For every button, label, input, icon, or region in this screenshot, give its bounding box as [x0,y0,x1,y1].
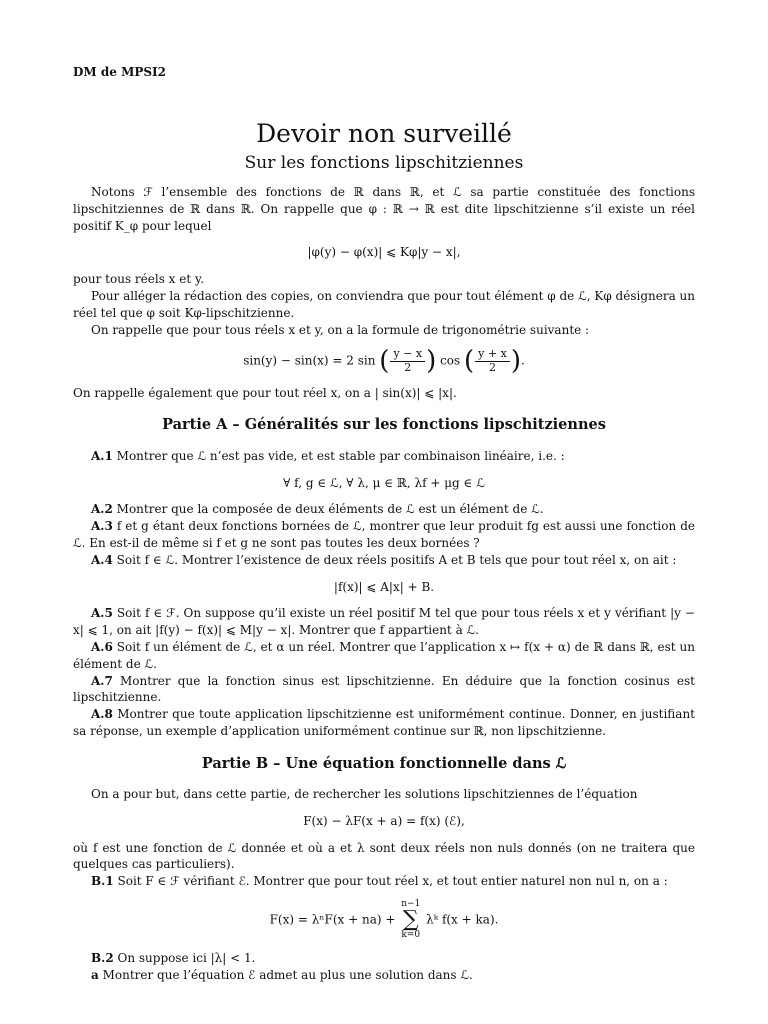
question-b2: B.2 On suppose ici |λ| < 1. [91,950,256,965]
question-a3: A.3 f et g étant deux fonctions bornées de ℒ, montrer que leur produit fg est aussi une fonction de ℒ. En est-il de même si f et g ne sont pas toutes les deux bornées ? [73,519,695,550]
fraction-1: $\frac{y - x}{2}$ [390,348,425,374]
trig-formula-cos: cos [440,354,461,369]
question-a4: A.4 Soit f ∈ ℒ. Montrer l’existence de deux réels positifs A et B tels que pour tout réel x, on ait : [91,552,677,567]
question-b1: B.1 Soit F ∈ ℱ vérifiant ℰ. Montrer que pour tout réel x, et tout entier naturel non nul n, on a : [91,874,668,889]
equation-a1: ∀ f, g ∈ ℒ, ∀ λ, μ ∈ ℝ, λf + μg ∈ ℒ [283,475,485,490]
intro-paragraph-2: pour tous réels x et y. [73,272,205,287]
equation-a4: |f(x)| ⩽ A|x| + B. [333,579,435,594]
question-b2a: a Montrer que l’équation ℰ admet au plus une solution dans ℒ. [91,967,473,982]
question-a5: A.5 Soit f ∈ ℱ. On suppose qu’il existe un réel positif M tel que pour tous réels x et y vérifiant |y − x| ⩽ 1, on ait |f(y) − f(x)| ⩽ M|y − x|. Montrer que f appartient à ℒ. [73,606,695,638]
fraction-2: $\frac{y + x}{2}$ [475,348,510,374]
document-subtitle: Sur les fonctions lipschitziennes [244,153,524,173]
question-a1: A.1 Montrer que ℒ n’est pas vide, et est stable par combinaison linéaire, i.e. : [91,448,565,463]
document-body [73,184,695,984]
intro-paragraph-4: On rappelle que pour tous réels x et y, on a la formule de trigonométrie suivante : [91,322,590,337]
document-title: Devoir non surveillé [256,119,512,148]
part-b-title: Partie B – Une équation fonctionnelle dans ℒ [201,754,567,772]
part-b-paragraph-1: On a pour but, dans cette partie, de rechercher les solutions lipschitziennes de l’équation [91,787,638,801]
intro-paragraph-3: Pour alléger la rédaction des copies, on conviendra que pour tout élément φ de ℒ, Kφ désignera un réel tel que φ soit Kφ-lipschitzienne. [73,288,695,320]
equation-b1: F(x) = λⁿF(x + na) + n−1 ∑ k=0 λᵏ f(x + ka). [269,898,499,940]
trig-formula-left: sin(y) − sin(x) = 2 sin [243,354,376,369]
question-a6: A.6 Soit f un élément de ℒ, et α un réel. Montrer que l’application x ↦ f(x + α) de ℝ dans ℝ, est un élément de ℒ. [73,639,695,671]
functional-equation: F(x) − λF(x + a) = f(x) (ℰ), [303,813,465,828]
part-a-title: Partie A – Généralités sur les fonctions lipschitziennes [162,416,606,434]
lipschitz-inequality: |φ(y) − φ(x)| ⩽ Kφ|y − x|, [307,245,461,260]
intro-paragraph-1: Notons ℱ l’ensemble des fonctions de ℝ dans ℝ, et ℒ sa partie constituée des fonctions lipschitziennes de ℝ dans ℝ. On rappelle que φ : ℝ → ℝ est dite lipschitzienne s’il existe un réel positif K_φ pour lequel [73,185,695,233]
part-b-paragraph-2: où f est une fonction de ℒ donnée et où a et λ sont deux réels non nuls donnés (on ne traitera que quelques cas particuliers). [73,840,695,872]
question-a7: A.7 Montrer que la fonction sinus est lipschitzienne. En déduire que la fonction cosinus est lipschitzienne. [73,673,695,705]
trig-formula: sin(y) − sin(x) = 2 sin ( $\frac{y - x}{2}$ ) cos ( $\frac{y + x}{2}$ ). [243,346,525,377]
question-a2: A.2 Montrer que la composée de deux éléments de ℒ est un élément de ℒ. [91,502,544,517]
document-header: DM de MPSI2 [73,65,167,79]
intro-paragraph-5: On rappelle également que pour tout réel x, on a | sin(x)| ⩽ |x|. [73,385,457,400]
sum-symbol: n−1 ∑ k=0 [401,898,421,940]
question-a8: A.8 Montrer que toute application lipschitzienne est uniformément continue. Donner, en justifiant sa réponse, un exemple d’application uniformément continue sur ℝ, non lipschitzienne. [73,707,695,738]
